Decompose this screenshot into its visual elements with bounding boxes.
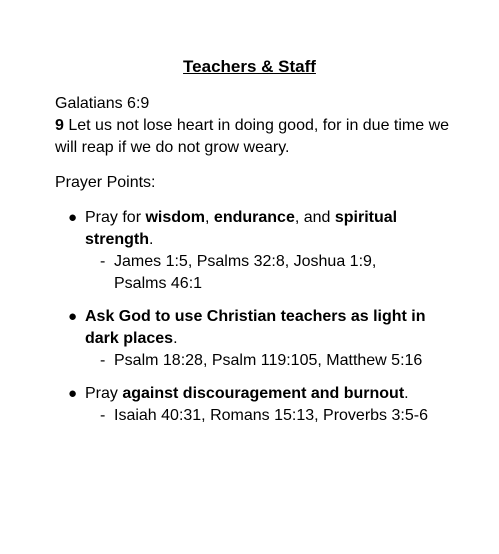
scripture-list: Psalm 18:28, Psalm 119:105, Matthew 5:16 — [114, 352, 423, 369]
scripture-references — [100, 251, 400, 295]
point-text: . — [173, 330, 178, 347]
scripture-references — [100, 350, 448, 372]
verse-text-block — [55, 115, 455, 159]
point-emphasis: against discouragement and burnout — [122, 385, 405, 402]
verse-reference: Galatians 6:9 — [55, 95, 150, 112]
point-emphasis: spiritual strength — [85, 209, 398, 248]
prayer-points-label: Prayer Points: — [55, 174, 156, 191]
dash-marker: - — [100, 352, 106, 369]
prayer-point-text — [85, 207, 448, 251]
page-title: Teachers & Staff — [183, 57, 316, 76]
point-text: . — [149, 231, 154, 248]
point-emphasis: endurance — [213, 209, 295, 226]
prayer-point-3 — [68, 383, 448, 427]
scripture-references — [100, 405, 448, 427]
bullet-icon: ● — [68, 209, 78, 226]
point-text: , and — [294, 209, 335, 226]
point-text: . — [404, 385, 409, 402]
scripture-list: James 1:5, Psalms 32:8, Joshua 1:9, Psalms 46:1 — [114, 253, 377, 292]
dash-marker: - — [100, 407, 106, 424]
point-emphasis: Ask God to use Christian teachers as light in dark places — [85, 308, 426, 347]
verse-text: Let us not lose heart in doing good, for in due time we will reap if we do not grow weary. — [55, 117, 450, 156]
point-text: Pray — [85, 385, 123, 402]
verse-number: 9 — [55, 117, 64, 134]
prayer-point-1 — [68, 207, 448, 295]
prayer-point-text — [85, 306, 448, 350]
bullet-icon: ● — [68, 308, 78, 325]
point-emphasis: wisdom — [145, 209, 206, 226]
point-text: , — [205, 209, 214, 226]
bullet-icon: ● — [68, 385, 78, 402]
prayer-point-text — [85, 383, 448, 405]
dash-marker: - — [100, 253, 106, 270]
scripture-list: Isaiah 40:31, Romans 15:13, Proverbs 3:5-6 — [114, 407, 428, 424]
point-text: Pray for — [85, 209, 146, 226]
prayer-point-2 — [68, 306, 448, 372]
